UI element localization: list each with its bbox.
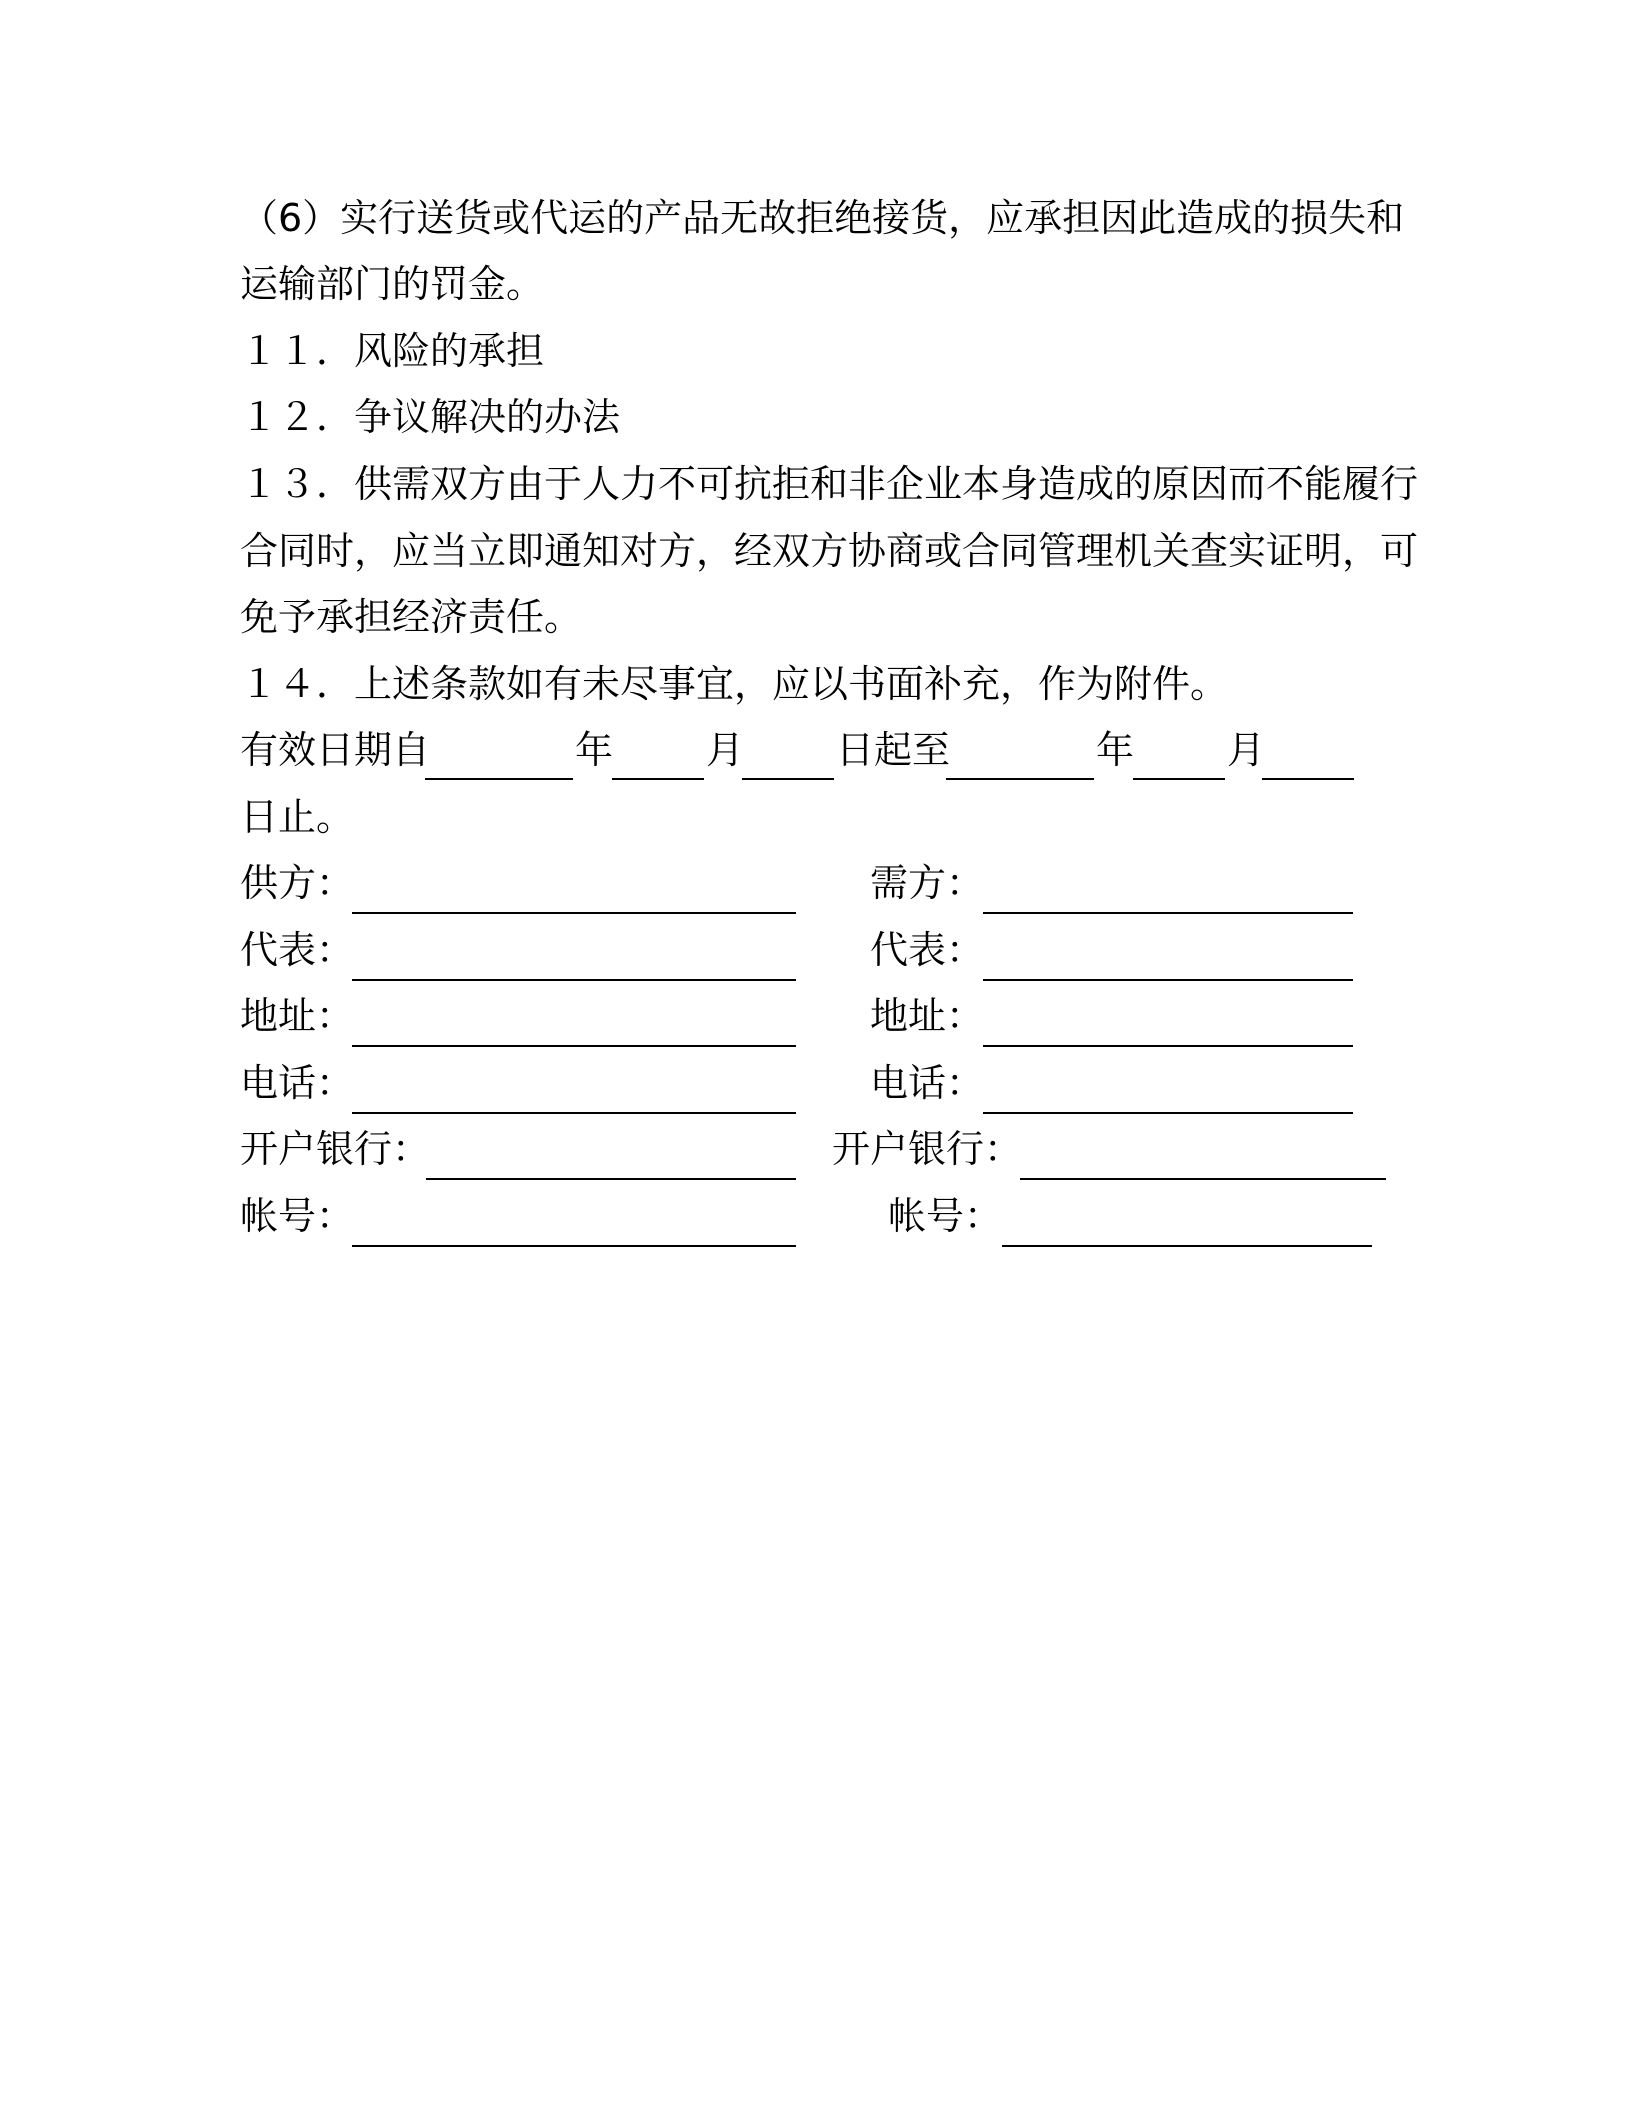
clause-12: １２．争议解决的办法: [240, 395, 621, 439]
buyer-account-label: 帐号：: [888, 1194, 1003, 1238]
end-day-field[interactable]: [1262, 778, 1354, 780]
supplier-bank-field[interactable]: [426, 1178, 796, 1180]
clause-6-line-2: 运输部门的罚金。: [240, 262, 545, 306]
supplier-party-label: 供方：: [240, 861, 355, 905]
clause-13-line-3: 免予承担经济责任。: [240, 595, 583, 639]
validity-month-1: 月: [706, 728, 745, 772]
supplier-bank-label: 开户银行：: [240, 1127, 431, 1171]
buyer-rep-label: 代表：: [870, 928, 985, 972]
clause-14: １４．上述条款如有未尽事宜，应以书面补充，作为附件。: [240, 662, 1229, 706]
validity-prefix: 有效日期自: [240, 728, 431, 772]
start-day-field[interactable]: [742, 778, 834, 780]
validity-end: 日止。: [240, 795, 355, 839]
buyer-address-field[interactable]: [983, 1045, 1353, 1047]
supplier-account-label: 帐号：: [240, 1194, 355, 1238]
validity-month-2: 月: [1227, 728, 1266, 772]
buyer-party-label: 需方：: [870, 861, 985, 905]
validity-year-2: 年: [1096, 728, 1135, 772]
clause-6-line-1: （6）实行送货或代运的产品无故拒绝接货，应承担因此造成的损失和: [240, 196, 1405, 240]
supplier-rep-label: 代表：: [240, 928, 355, 972]
buyer-address-label: 地址：: [870, 994, 985, 1038]
validity-day-to: 日起至: [836, 728, 951, 772]
buyer-phone-field[interactable]: [983, 1112, 1353, 1114]
validity-year-1: 年: [575, 728, 614, 772]
supplier-rep-field[interactable]: [352, 979, 796, 981]
start-month-field[interactable]: [612, 778, 704, 780]
buyer-bank-label: 开户银行：: [832, 1127, 1023, 1171]
end-month-field[interactable]: [1133, 778, 1225, 780]
supplier-address-field[interactable]: [352, 1045, 796, 1047]
supplier-phone-field[interactable]: [352, 1112, 796, 1114]
supplier-party-field[interactable]: [352, 912, 796, 914]
end-year-field[interactable]: [946, 778, 1094, 780]
supplier-account-field[interactable]: [352, 1245, 796, 1247]
clause-13-line-1: １３．供需双方由于人力不可抗拒和非企业本身造成的原因而不能履行: [240, 462, 1419, 506]
start-year-field[interactable]: [425, 778, 573, 780]
buyer-account-field[interactable]: [1002, 1245, 1372, 1247]
supplier-address-label: 地址：: [240, 994, 355, 1038]
buyer-rep-field[interactable]: [983, 979, 1353, 981]
clause-11: １１．风险的承担: [240, 329, 545, 373]
buyer-phone-label: 电话：: [870, 1061, 985, 1105]
buyer-party-field[interactable]: [983, 912, 1353, 914]
buyer-bank-field[interactable]: [1020, 1178, 1386, 1180]
clause-13-line-2: 合同时，应当立即通知对方，经双方协商或合同管理机关查实证明，可: [240, 529, 1419, 573]
supplier-phone-label: 电话：: [240, 1061, 355, 1105]
